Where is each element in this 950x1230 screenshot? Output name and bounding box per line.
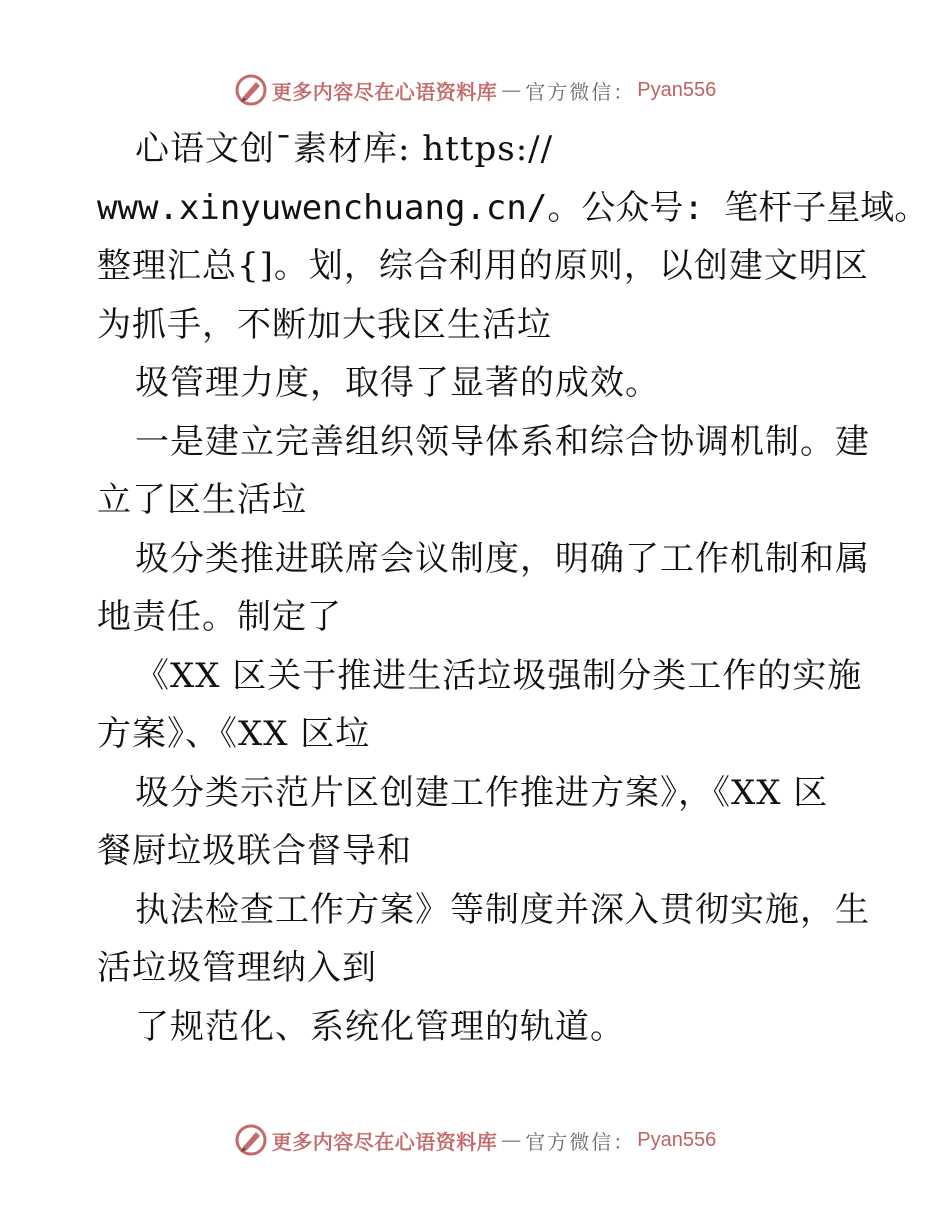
banner-brand: 更多内容尽在心语资料库	[271, 1129, 498, 1154]
text-line: 餐厨垃圾联合督导和	[97, 831, 412, 871]
banner-dash: —	[501, 1128, 522, 1152]
header-banner	[0, 70, 950, 110]
text-line: 立了区生活垃	[97, 480, 307, 520]
banner-brand: 更多内容尽在心语资料库	[271, 79, 498, 104]
text-line: 圾管理力度，取得了显著的成效。	[135, 363, 660, 403]
banner-dash: —	[501, 78, 522, 102]
text-line: 圾分类示范片区创建工作推进方案》，《XX 区	[135, 772, 829, 813]
footer-banner	[0, 1120, 950, 1160]
text-line: 了规范化、系统化管理的轨道。	[135, 1006, 625, 1047]
document-body	[97, 120, 929, 1056]
banner-official-label: 官方微信：	[525, 1129, 636, 1154]
pen-logo-icon	[234, 73, 268, 107]
banner-wechat-id: Pyan556	[637, 1128, 717, 1151]
text-line: 圾分类推进联席会议制度，明确了工作机制和属	[135, 538, 870, 579]
pen-logo-icon	[234, 1123, 268, 1157]
text-line: 一是建立完善组织领导体系和综合协调机制。建	[135, 421, 870, 462]
text-line: 执法检查工作方案》等制度并深入贯彻实施，生	[135, 889, 870, 930]
text-line: www.xinyuwenchuang.cn/。公众号: 笔杆子星域。	[97, 187, 929, 228]
text-line: 《XX 区关于推进生活垃圾强制分类工作的实施	[135, 655, 863, 696]
text-line: 地责任。制定了	[97, 597, 342, 637]
banner-wechat-id: Pyan556	[637, 78, 717, 101]
text-line: 心语文创¯素材库: https://	[135, 129, 554, 169]
banner-official-label: 官方微信：	[525, 79, 636, 104]
text-line: 整理汇总{]。划，综合利用的原则，以创建文明区	[97, 246, 869, 286]
text-line: 为抓手，不断加大我区生活垃	[97, 304, 552, 345]
text-line: 活垃圾管理纳入到	[97, 948, 377, 988]
text-line: 方案》、《XX 区垃	[97, 714, 371, 754]
